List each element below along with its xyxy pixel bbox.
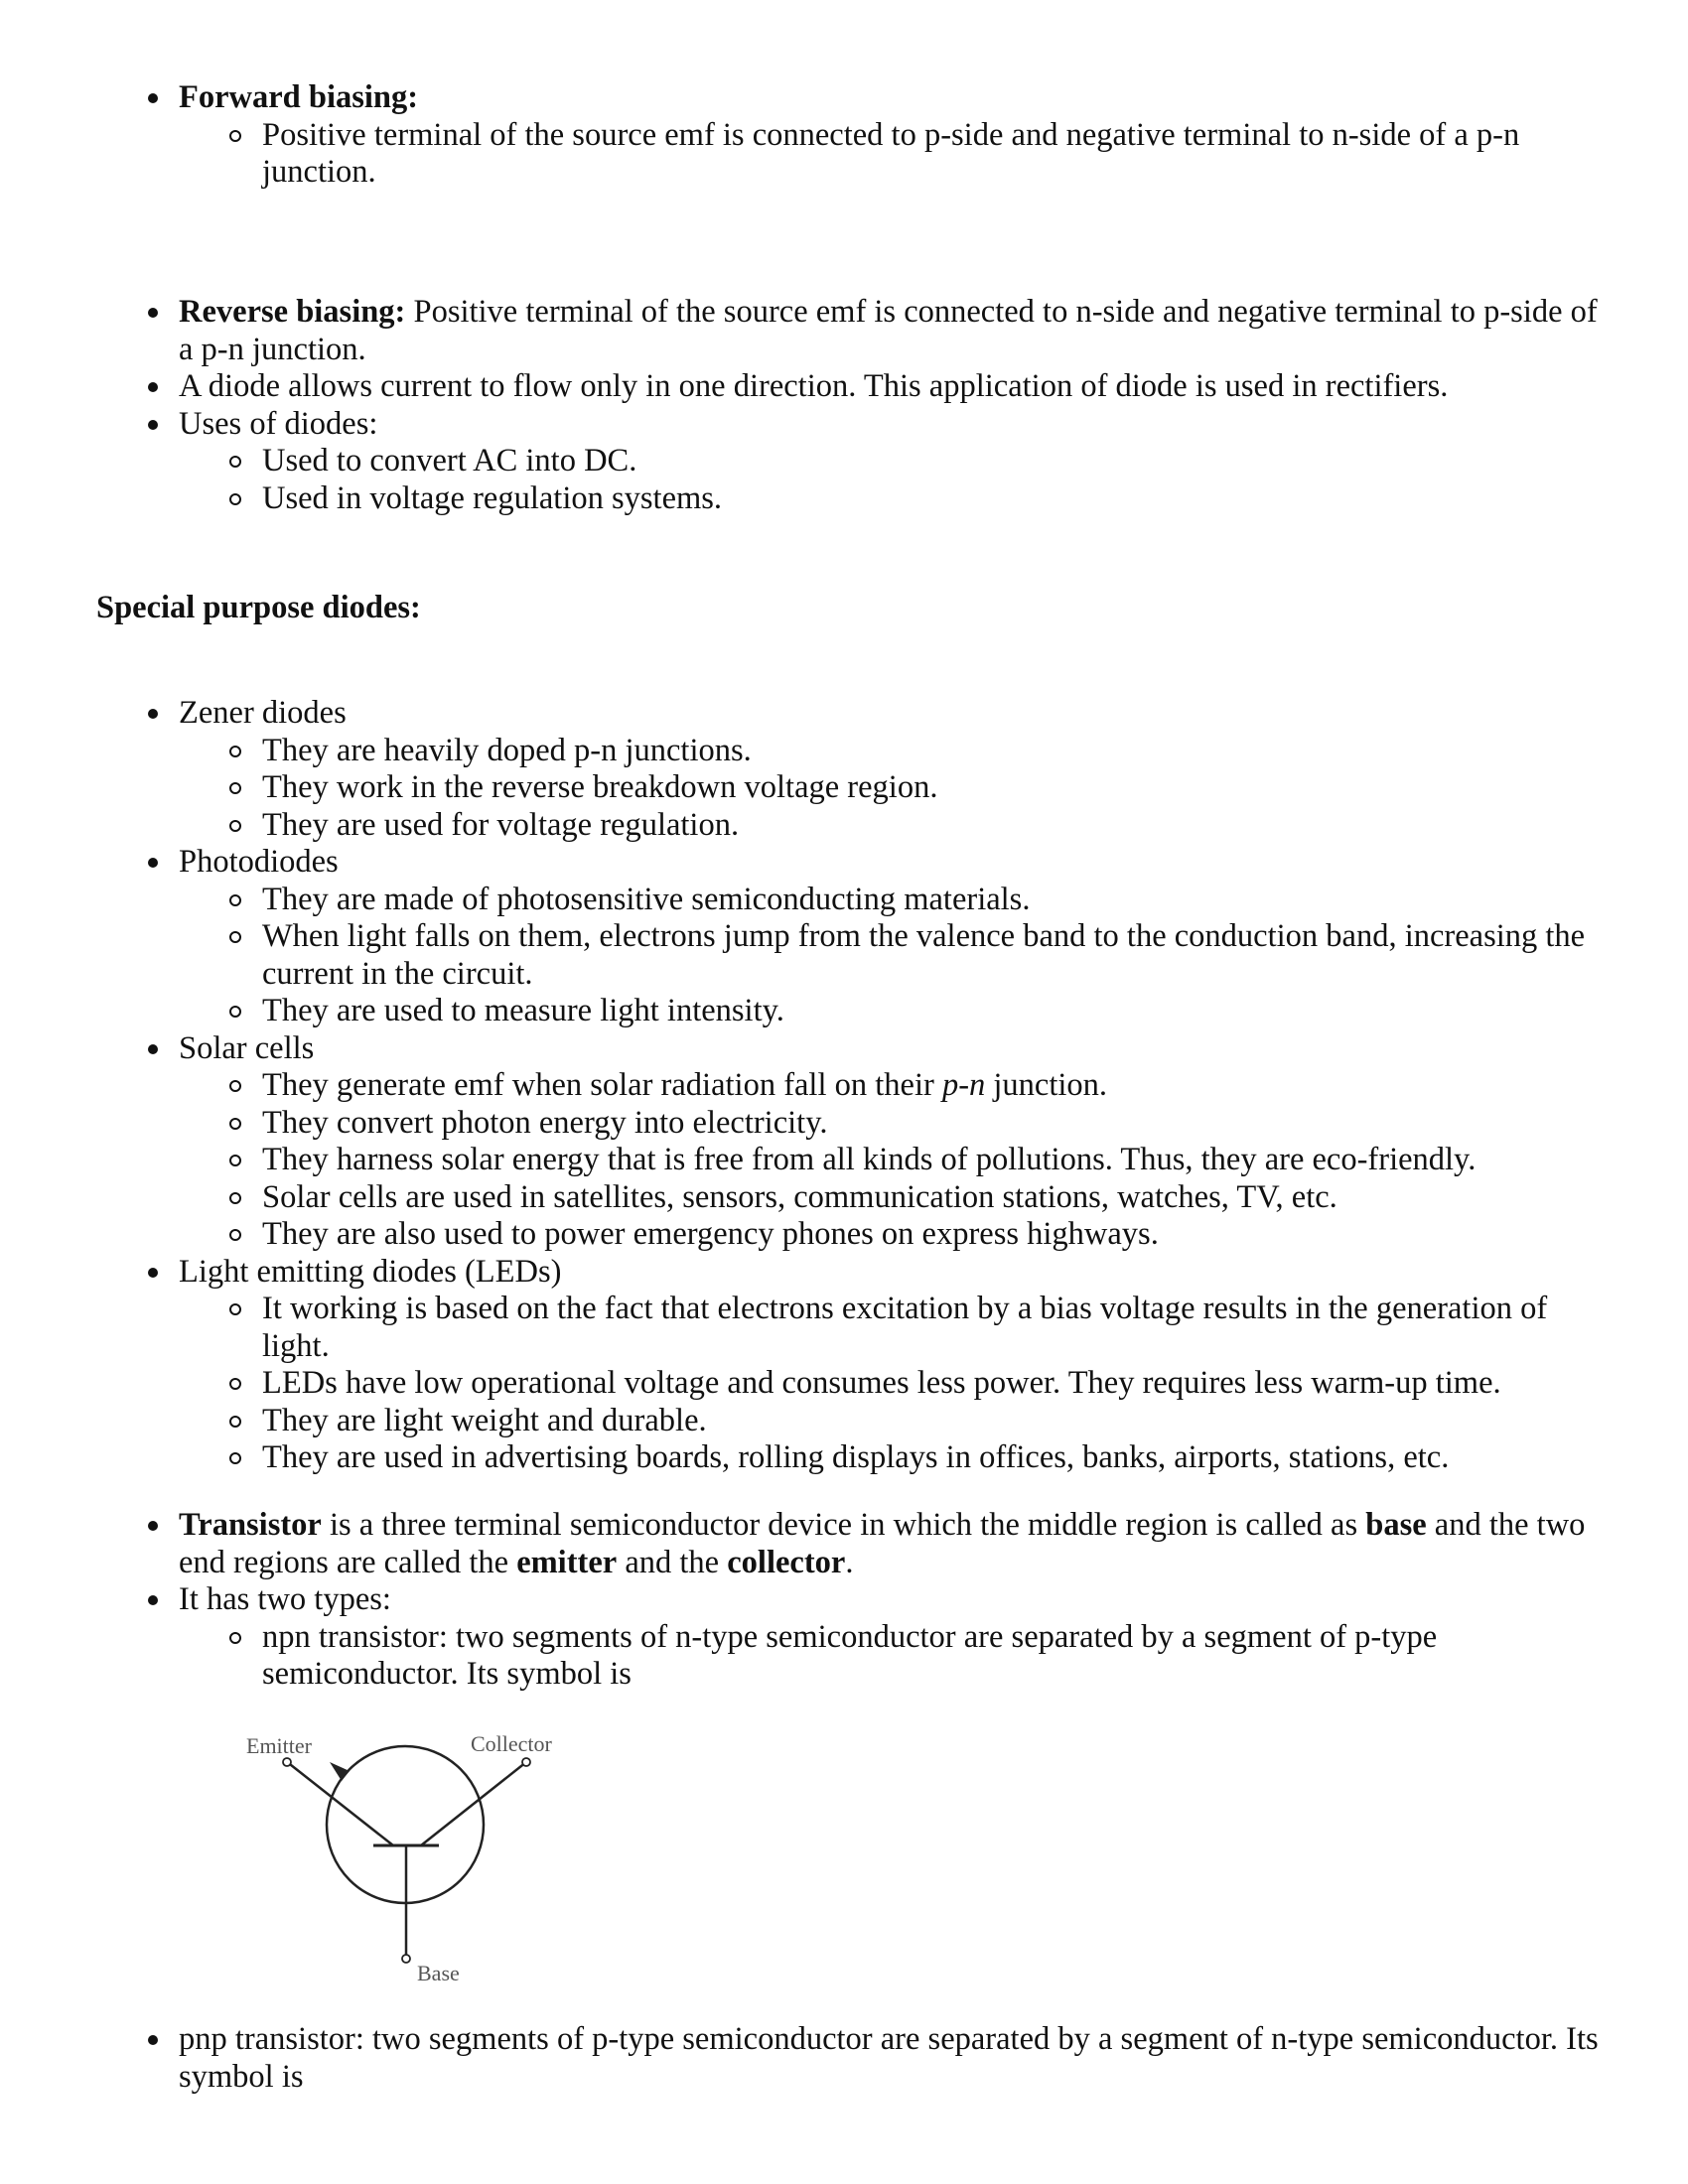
- list-item: npn transistor: two segments of n-type semiconductor are separated by a segment of p-type semiconductor. Its symbol is: [179, 1619, 1618, 1694]
- list-item: It working is based on the fact that electrons excitation by a bias voltage results in the generation of light.: [179, 1291, 1618, 1365]
- list-item: Reverse biasing: Positive terminal of the source emf is connected to n-side and negative terminal to p-side of a p-n junction.: [0, 294, 1688, 368]
- list-item: They work in the reverse breakdown voltage region.: [179, 769, 1618, 807]
- forward-biasing-section: [0, 79, 1688, 192]
- list-item: They are used in advertising boards, rolling displays in offices, banks, airports, stations, etc.: [179, 1439, 1618, 1477]
- list-item: They harness solar energy that is free from all kinds of pollutions. Thus, they are eco-friendly.: [179, 1142, 1618, 1179]
- emitter-label: Emitter: [246, 1733, 312, 1758]
- npn-transistor-symbol: [234, 1719, 592, 1989]
- list-item: They are also used to power emergency phones on express highways.: [179, 1216, 1618, 1254]
- list-item: Uses of diodes: Used to convert AC into DC. Used in voltage regulation systems.: [0, 406, 1688, 518]
- list-item: Photodiodes They are made of photosensitive semiconducting materials. When light falls on them, electrons jump from the valence band to the conduction band, increasing the current in the circuit. They are used to measure light intensity.: [0, 844, 1688, 1030]
- special-diodes-list: [0, 695, 1688, 1477]
- collector-label: Collector: [471, 1731, 552, 1756]
- list-item: pnp transistor: two segments of p-type semiconductor are separated by a segment of n-type semiconductor. Its symbol is: [0, 2021, 1688, 2096]
- list-item: Used in voltage regulation systems.: [179, 480, 1618, 518]
- list-item: Light emitting diodes (LEDs) It working is based on the fact that electrons excitation by a bias voltage results in the generation of light. LEDs have low operational voltage and consumes less power. They requires less warm-up time. They are light weight and durable. They are used in advertising boards, rolling displays in offices, banks, airports, stations, etc.: [0, 1254, 1688, 1477]
- list-item: They convert photon energy into electricity.: [179, 1105, 1618, 1143]
- collector-lead: [421, 1762, 526, 1845]
- reverse-biasing-title: Reverse biasing:: [179, 294, 406, 330]
- list-item: A diode allows current to flow only in one direction. This application of diode is used in rectifiers.: [0, 368, 1688, 406]
- list-item: They are made of photosensitive semiconducting materials.: [179, 882, 1618, 919]
- forward-biasing-title: Forward biasing:: [179, 79, 419, 115]
- special-purpose-heading: Special purpose diodes:: [96, 590, 421, 625]
- emitter-terminal: [283, 1758, 291, 1766]
- list-item: Zener diodes They are heavily doped p-n junctions. They work in the reverse breakdown voltage region. They are used for voltage regulation.: [0, 695, 1688, 844]
- list-item: [0, 79, 1688, 192]
- transistor-section: [0, 1507, 1688, 1694]
- list-item: LEDs have low operational voltage and consumes less power. They requires less warm-up time.: [179, 1365, 1618, 1403]
- list-item: Solar cells They generate emf when solar radiation fall on their p-n junction. They convert photon energy into electricity. They harness solar energy that is free from all kinds of pollutions. Thus, they are eco-friendly. Solar cells are used in satellites, sensors, communication stations, watches, TV, etc. They are also used to power emergency phones on express highways.: [0, 1030, 1688, 1254]
- pnp-section: [0, 2021, 1688, 2096]
- list-item: They generate emf when solar radiation fall on their p-n junction.: [179, 1067, 1618, 1105]
- list-item: They are used for voltage regulation.: [179, 807, 1618, 845]
- list-item: Used to convert AC into DC.: [179, 443, 1618, 480]
- list-item: Positive terminal of the source emf is connected to p-side and negative terminal to n-side of a p-n junction.: [179, 117, 1618, 192]
- collector-terminal: [522, 1758, 530, 1766]
- emitter-arrow-icon: [330, 1762, 350, 1781]
- list-item: They are heavily doped p-n junctions.: [179, 733, 1618, 770]
- list-item: Solar cells are used in satellites, sensors, communication stations, watches, TV, etc.: [179, 1179, 1618, 1217]
- list-item: They are used to measure light intensity.: [179, 993, 1618, 1030]
- base-terminal: [402, 1955, 410, 1963]
- base-label: Base: [417, 1961, 460, 1985]
- list-item: It has two types: npn transistor: two segments of n-type semiconductor are separated by a segment of p-type semiconductor. Its symbol is: [0, 1581, 1688, 1694]
- list-item: When light falls on them, electrons jump from the valence band to the conduction band, increasing the current in the circuit.: [179, 918, 1618, 993]
- list-item: They are light weight and durable.: [179, 1403, 1618, 1440]
- reverse-biasing-section: [0, 294, 1688, 517]
- list-item: Transistor is a three terminal semiconductor device in which the middle region is called as base and the two end regions are called the emitter and the collector.: [0, 1507, 1688, 1581]
